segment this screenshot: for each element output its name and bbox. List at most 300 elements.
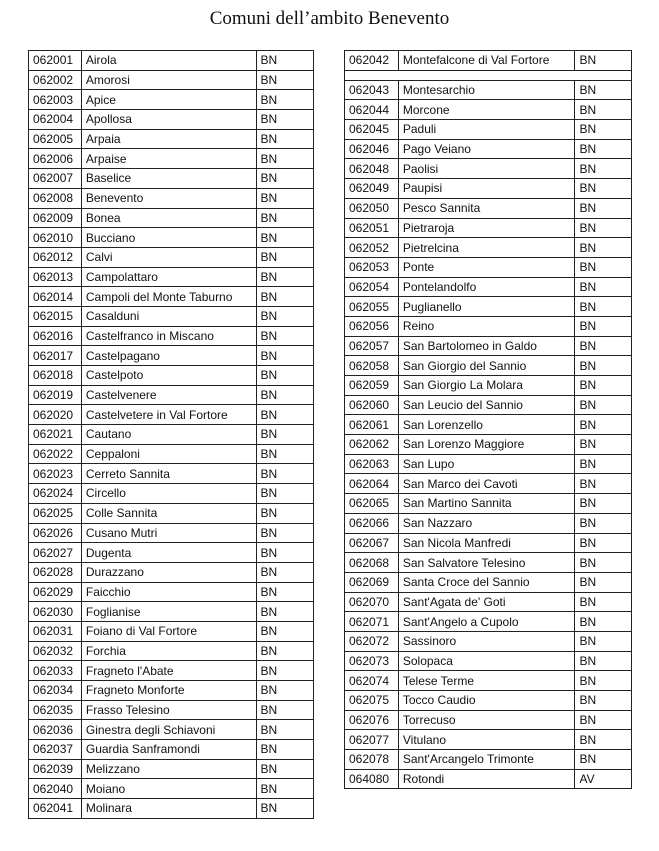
- comune-name-cell: Castelpagano: [81, 346, 256, 366]
- table-row: [29, 346, 314, 366]
- comune-name-cell: Amorosi: [81, 70, 256, 90]
- province-cell: BN: [256, 425, 313, 445]
- province-cell: BN: [575, 51, 632, 71]
- comune-name-cell: Molinara: [81, 799, 256, 819]
- comune-name-cell: Telese Terme: [398, 671, 575, 691]
- province-cell: BN: [575, 631, 632, 651]
- istat-code-cell: 062054: [345, 277, 399, 297]
- istat-code-cell: 062045: [345, 120, 399, 140]
- istat-code-cell: 062006: [29, 149, 82, 169]
- istat-code-cell: 062063: [345, 454, 399, 474]
- comune-name-cell: Forchia: [81, 641, 256, 661]
- table-row: [29, 385, 314, 405]
- province-cell: BN: [256, 366, 313, 386]
- comune-name-cell: Pesco Sannita: [398, 198, 575, 218]
- province-cell: BN: [256, 306, 313, 326]
- comune-name-cell: Santa Croce del Sannio: [398, 572, 575, 592]
- istat-code-cell: 062019: [29, 385, 82, 405]
- comune-name-cell: Guardia Sanframondi: [81, 740, 256, 760]
- table-row: [345, 474, 632, 494]
- comune-name-cell: San Giorgio La Molara: [398, 376, 575, 396]
- table-row: [345, 376, 632, 396]
- province-cell: BN: [256, 543, 313, 563]
- province-cell: BN: [256, 484, 313, 504]
- istat-code-cell: 062002: [29, 70, 82, 90]
- table-row: [345, 671, 632, 691]
- table-row: [29, 51, 314, 71]
- istat-code-cell: 062064: [345, 474, 399, 494]
- istat-code-cell: 062022: [29, 444, 82, 464]
- comune-name-cell: Ginestra degli Schiavoni: [81, 720, 256, 740]
- comune-name-cell: San Bartolomeo in Galdo: [398, 336, 575, 356]
- table-row: [29, 169, 314, 189]
- province-cell: BN: [256, 346, 313, 366]
- comune-name-cell: San Nicola Manfredi: [398, 533, 575, 553]
- comune-name-cell: Campolattaro: [81, 267, 256, 287]
- province-cell: BN: [256, 562, 313, 582]
- istat-code-cell: 062052: [345, 238, 399, 258]
- comune-name-cell: Baselice: [81, 169, 256, 189]
- province-cell: BN: [575, 454, 632, 474]
- table-row: [29, 720, 314, 740]
- table-row: [345, 51, 632, 71]
- comune-name-cell: Reino: [398, 316, 575, 336]
- table-row: [345, 316, 632, 336]
- province-cell: BN: [256, 740, 313, 760]
- istat-code-cell: 064080: [345, 769, 399, 789]
- istat-code-cell: 062077: [345, 730, 399, 750]
- table-row: [345, 257, 632, 277]
- table-row: [345, 494, 632, 514]
- table-row: [345, 356, 632, 376]
- table-gap-row: [345, 70, 632, 80]
- istat-code-cell: 062035: [29, 700, 82, 720]
- table-row: [29, 602, 314, 622]
- comune-name-cell: Pontelandolfo: [398, 277, 575, 297]
- province-cell: BN: [575, 376, 632, 396]
- istat-code-cell: 062017: [29, 346, 82, 366]
- comune-name-cell: Campoli del Monte Taburno: [81, 287, 256, 307]
- table-row: [29, 208, 314, 228]
- province-cell: BN: [256, 681, 313, 701]
- table-row: [345, 592, 632, 612]
- comune-name-cell: Tocco Caudio: [398, 691, 575, 711]
- document-title: Comuni dell’ambito Benevento: [209, 8, 450, 29]
- comune-name-cell: Montesarchio: [398, 80, 575, 100]
- table-row: [345, 769, 632, 789]
- province-cell: BN: [575, 572, 632, 592]
- istat-code-cell: 062033: [29, 661, 82, 681]
- province-cell: BN: [575, 592, 632, 612]
- table-row: [345, 336, 632, 356]
- table-row: [345, 454, 632, 474]
- province-cell: BN: [575, 651, 632, 671]
- table-row: [345, 730, 632, 750]
- province-cell: BN: [256, 405, 313, 425]
- istat-code-cell: 062016: [29, 326, 82, 346]
- istat-code-cell: 062060: [345, 395, 399, 415]
- table-row: [345, 277, 632, 297]
- table-row: [29, 366, 314, 386]
- comune-name-cell: Castelpoto: [81, 366, 256, 386]
- comune-name-cell: Pago Veiano: [398, 139, 575, 159]
- table-row: [29, 464, 314, 484]
- province-cell: BN: [575, 316, 632, 336]
- comune-name-cell: Ponte: [398, 257, 575, 277]
- comune-name-cell: Arpaise: [81, 149, 256, 169]
- istat-code-cell: 062072: [345, 631, 399, 651]
- table-row: [29, 90, 314, 110]
- comune-name-cell: Cerreto Sannita: [81, 464, 256, 484]
- table-row: [345, 513, 632, 533]
- istat-code-cell: 062025: [29, 503, 82, 523]
- table-row: [29, 484, 314, 504]
- comune-name-cell: Durazzano: [81, 562, 256, 582]
- table-row: [345, 179, 632, 199]
- istat-code-cell: 062078: [345, 750, 399, 770]
- istat-code-cell: 062014: [29, 287, 82, 307]
- province-cell: BN: [575, 691, 632, 711]
- istat-code-cell: 062034: [29, 681, 82, 701]
- istat-code-cell: 062058: [345, 356, 399, 376]
- istat-code-cell: 062028: [29, 562, 82, 582]
- istat-code-cell: 062004: [29, 110, 82, 130]
- istat-code-cell: 062044: [345, 100, 399, 120]
- table-row: [29, 129, 314, 149]
- table-row: [345, 691, 632, 711]
- province-cell: BN: [256, 503, 313, 523]
- province-cell: BN: [256, 51, 313, 71]
- comune-name-cell: Castelvenere: [81, 385, 256, 405]
- istat-code-cell: 062007: [29, 169, 82, 189]
- istat-code-cell: 062032: [29, 641, 82, 661]
- province-cell: BN: [256, 267, 313, 287]
- comune-name-cell: Sant'Agata de' Goti: [398, 592, 575, 612]
- table-row: [29, 661, 314, 681]
- table-row: [29, 562, 314, 582]
- istat-code-cell: 062065: [345, 494, 399, 514]
- comune-name-cell: Colle Sannita: [81, 503, 256, 523]
- province-cell: BN: [575, 750, 632, 770]
- table-row: [345, 297, 632, 317]
- istat-code-cell: 062062: [345, 435, 399, 455]
- comune-name-cell: Airola: [81, 51, 256, 71]
- table-row: [345, 415, 632, 435]
- istat-code-cell: 062023: [29, 464, 82, 484]
- istat-code-cell: 062061: [345, 415, 399, 435]
- province-cell: BN: [575, 257, 632, 277]
- comune-name-cell: Solopaca: [398, 651, 575, 671]
- table-row: [29, 759, 314, 779]
- table-row: [345, 100, 632, 120]
- province-cell: BN: [256, 799, 313, 819]
- comune-name-cell: Vitulano: [398, 730, 575, 750]
- province-cell: BN: [575, 80, 632, 100]
- province-cell: BN: [575, 356, 632, 376]
- comune-name-cell: Rotondi: [398, 769, 575, 789]
- province-cell: BN: [575, 612, 632, 632]
- table-row: [345, 80, 632, 100]
- istat-code-cell: 062049: [345, 179, 399, 199]
- table-row: [29, 740, 314, 760]
- table-row: [345, 238, 632, 258]
- table-row: [29, 681, 314, 701]
- province-cell: BN: [256, 385, 313, 405]
- istat-code-cell: 062055: [345, 297, 399, 317]
- istat-code-cell: 062037: [29, 740, 82, 760]
- istat-code-cell: 062076: [345, 710, 399, 730]
- istat-code-cell: 062040: [29, 779, 82, 799]
- comune-name-cell: Dugenta: [81, 543, 256, 563]
- istat-code-cell: 062001: [29, 51, 82, 71]
- comune-name-cell: Paduli: [398, 120, 575, 140]
- comune-name-cell: Benevento: [81, 188, 256, 208]
- comune-name-cell: Montefalcone di Val Fortore: [398, 51, 575, 71]
- province-cell: BN: [256, 129, 313, 149]
- comune-name-cell: Melizzano: [81, 759, 256, 779]
- table-row: [29, 444, 314, 464]
- province-cell: BN: [256, 720, 313, 740]
- comune-name-cell: Castelvetere in Val Fortore: [81, 405, 256, 425]
- comune-name-cell: San Lupo: [398, 454, 575, 474]
- istat-code-cell: 062043: [345, 80, 399, 100]
- istat-code-cell: 062026: [29, 523, 82, 543]
- table-row: [29, 523, 314, 543]
- table-row: [29, 543, 314, 563]
- province-cell: BN: [575, 494, 632, 514]
- table-row: [29, 641, 314, 661]
- comune-name-cell: Puglianello: [398, 297, 575, 317]
- istat-code-cell: 062051: [345, 218, 399, 238]
- istat-code-cell: 062074: [345, 671, 399, 691]
- province-cell: BN: [256, 641, 313, 661]
- comune-name-cell: Torrecuso: [398, 710, 575, 730]
- table-row: [29, 503, 314, 523]
- comune-name-cell: Paolisi: [398, 159, 575, 179]
- istat-code-cell: 062042: [345, 51, 399, 71]
- comune-name-cell: Circello: [81, 484, 256, 504]
- comune-name-cell: Ceppaloni: [81, 444, 256, 464]
- comuni-table-left: [28, 50, 314, 819]
- istat-code-cell: 062039: [29, 759, 82, 779]
- istat-code-cell: 062059: [345, 376, 399, 396]
- province-cell: BN: [256, 287, 313, 307]
- province-cell: BN: [256, 70, 313, 90]
- comune-name-cell: Cusano Mutri: [81, 523, 256, 543]
- province-cell: BN: [575, 395, 632, 415]
- comune-name-cell: Cautano: [81, 425, 256, 445]
- province-cell: BN: [256, 464, 313, 484]
- province-cell: BN: [575, 435, 632, 455]
- comune-name-cell: Arpaia: [81, 129, 256, 149]
- istat-code-cell: 062027: [29, 543, 82, 563]
- table-row: [29, 188, 314, 208]
- istat-code-cell: 062068: [345, 553, 399, 573]
- province-cell: BN: [256, 169, 313, 189]
- istat-code-cell: 062066: [345, 513, 399, 533]
- province-cell: BN: [256, 90, 313, 110]
- province-cell: BN: [256, 326, 313, 346]
- comune-name-cell: Moiano: [81, 779, 256, 799]
- province-cell: BN: [256, 188, 313, 208]
- comune-name-cell: Sant'Arcangelo Trimonte: [398, 750, 575, 770]
- istat-code-cell: 062030: [29, 602, 82, 622]
- istat-code-cell: 062003: [29, 90, 82, 110]
- province-cell: BN: [256, 444, 313, 464]
- province-cell: BN: [256, 149, 313, 169]
- table-row: [29, 425, 314, 445]
- province-cell: BN: [575, 159, 632, 179]
- table-row: [345, 631, 632, 651]
- province-cell: BN: [256, 110, 313, 130]
- province-cell: BN: [575, 710, 632, 730]
- province-cell: BN: [256, 228, 313, 248]
- table-row: [345, 159, 632, 179]
- comune-name-cell: San Nazzaro: [398, 513, 575, 533]
- istat-code-cell: 062020: [29, 405, 82, 425]
- table-row: [345, 572, 632, 592]
- province-cell: BN: [575, 179, 632, 199]
- table-row: [345, 395, 632, 415]
- table-row: [345, 435, 632, 455]
- table-row: [29, 582, 314, 602]
- table-row: [345, 120, 632, 140]
- comune-name-cell: Bonea: [81, 208, 256, 228]
- table-row: [29, 779, 314, 799]
- comune-name-cell: Paupisi: [398, 179, 575, 199]
- comune-name-cell: San Giorgio del Sannio: [398, 356, 575, 376]
- province-cell: BN: [256, 523, 313, 543]
- table-row: [29, 110, 314, 130]
- province-cell: BN: [575, 730, 632, 750]
- istat-code-cell: 062069: [345, 572, 399, 592]
- table-row: [29, 228, 314, 248]
- table-row: [29, 326, 314, 346]
- istat-code-cell: 062050: [345, 198, 399, 218]
- table-row: [29, 149, 314, 169]
- table-row: [345, 750, 632, 770]
- istat-code-cell: 062075: [345, 691, 399, 711]
- province-cell: BN: [575, 100, 632, 120]
- comune-name-cell: Castelfranco in Miscano: [81, 326, 256, 346]
- table-row: [29, 247, 314, 267]
- comuni-table-right: [344, 50, 632, 789]
- province-cell: BN: [575, 513, 632, 533]
- province-cell: BN: [575, 198, 632, 218]
- istat-code-cell: 062013: [29, 267, 82, 287]
- table-row: [29, 799, 314, 819]
- istat-code-cell: 062067: [345, 533, 399, 553]
- province-cell: BN: [256, 602, 313, 622]
- table-row: [29, 267, 314, 287]
- comune-name-cell: San Marco dei Cavoti: [398, 474, 575, 494]
- comune-name-cell: Pietraroja: [398, 218, 575, 238]
- province-cell: BN: [575, 139, 632, 159]
- istat-code-cell: 062031: [29, 621, 82, 641]
- province-cell: BN: [256, 621, 313, 641]
- table-row: [345, 710, 632, 730]
- comune-name-cell: Bucciano: [81, 228, 256, 248]
- province-cell: BN: [575, 671, 632, 691]
- comune-name-cell: Sant'Angelo a Cupolo: [398, 612, 575, 632]
- province-cell: BN: [575, 238, 632, 258]
- istat-code-cell: 062053: [345, 257, 399, 277]
- province-cell: BN: [256, 700, 313, 720]
- table-row: [29, 621, 314, 641]
- province-cell: BN: [256, 779, 313, 799]
- comune-name-cell: Morcone: [398, 100, 575, 120]
- comune-name-cell: San Martino Sannita: [398, 494, 575, 514]
- istat-code-cell: 062009: [29, 208, 82, 228]
- province-cell: BN: [256, 759, 313, 779]
- istat-code-cell: 062024: [29, 484, 82, 504]
- istat-code-cell: 062071: [345, 612, 399, 632]
- istat-code-cell: 062048: [345, 159, 399, 179]
- comune-name-cell: Foglianise: [81, 602, 256, 622]
- province-cell: BN: [575, 553, 632, 573]
- province-cell: BN: [256, 247, 313, 267]
- province-cell: BN: [575, 533, 632, 553]
- province-cell: BN: [575, 474, 632, 494]
- province-cell: BN: [256, 208, 313, 228]
- province-cell: BN: [256, 582, 313, 602]
- table-row: [345, 553, 632, 573]
- province-cell: BN: [575, 415, 632, 435]
- table-row: [345, 533, 632, 553]
- istat-code-cell: 062010: [29, 228, 82, 248]
- comune-name-cell: Apollosa: [81, 110, 256, 130]
- table-row: [29, 405, 314, 425]
- istat-code-cell: 062070: [345, 592, 399, 612]
- table-row: [29, 287, 314, 307]
- province-cell: BN: [575, 218, 632, 238]
- table-row: [29, 70, 314, 90]
- istat-code-cell: 062021: [29, 425, 82, 445]
- istat-code-cell: 062015: [29, 306, 82, 326]
- table-row: [345, 651, 632, 671]
- table-row: [29, 700, 314, 720]
- comune-name-cell: San Lorenzello: [398, 415, 575, 435]
- province-cell: BN: [575, 336, 632, 356]
- province-cell: BN: [575, 297, 632, 317]
- comune-name-cell: Sassinoro: [398, 631, 575, 651]
- province-cell: BN: [256, 661, 313, 681]
- istat-code-cell: 062012: [29, 247, 82, 267]
- comune-name-cell: Casalduni: [81, 306, 256, 326]
- istat-code-cell: 062005: [29, 129, 82, 149]
- comune-name-cell: Faicchio: [81, 582, 256, 602]
- comune-name-cell: Calvi: [81, 247, 256, 267]
- istat-code-cell: 062029: [29, 582, 82, 602]
- istat-code-cell: 062057: [345, 336, 399, 356]
- istat-code-cell: 062046: [345, 139, 399, 159]
- table-row: [345, 198, 632, 218]
- comune-name-cell: Fragneto l'Abate: [81, 661, 256, 681]
- table-row: [345, 139, 632, 159]
- istat-code-cell: 062036: [29, 720, 82, 740]
- comune-name-cell: San Lorenzo Maggiore: [398, 435, 575, 455]
- istat-code-cell: 062018: [29, 366, 82, 386]
- province-cell: BN: [575, 120, 632, 140]
- comune-name-cell: Frasso Telesino: [81, 700, 256, 720]
- istat-code-cell: 062008: [29, 188, 82, 208]
- comune-name-cell: Apice: [81, 90, 256, 110]
- table-row: [345, 612, 632, 632]
- province-cell: AV: [575, 769, 632, 789]
- istat-code-cell: 062056: [345, 316, 399, 336]
- table-row: [29, 306, 314, 326]
- comune-name-cell: Foiano di Val Fortore: [81, 621, 256, 641]
